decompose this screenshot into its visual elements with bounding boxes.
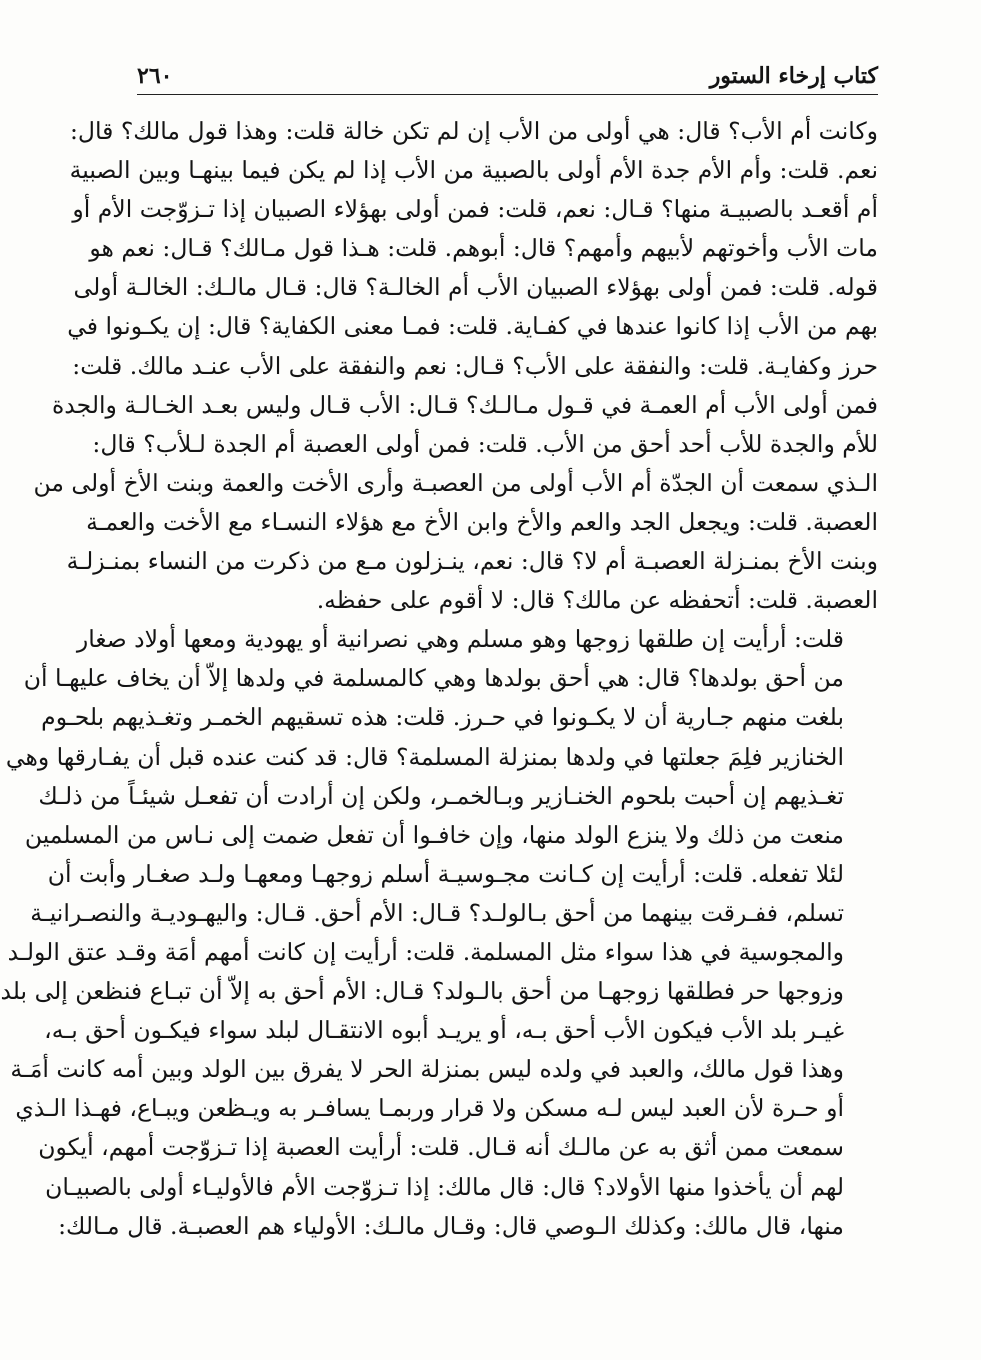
- text-line: نعم. قلت: وأم الأم جدة الأم أولى بالصبية من الأب إذا لم يكن فيما بينهـا وبين الصبية: [69, 156, 878, 185]
- text-line: حرز وكفايـة. قلت: والنفقة على الأب؟ قـال: نعم والنفقة على الأب عنـد مالك. قلت:: [72, 351, 878, 380]
- text-line: الـذي سمعت أن الجدّة أم الأب أولى من العصبـة وأرى الأخت والعمة وبنت الأخ أولى من: [33, 468, 878, 497]
- text-line: فمن أولى الأب أم العمـة في قـول مـالـك؟ قـال: الأب قـال وليس بعـد الخـالـة والجدة: [52, 390, 878, 419]
- text-line: وبنت الأخ بمنـزلة العصبـة أم لا؟ قال: نعم، ينـزلون مـع من ذكرت من النساء بمنـزلـة: [66, 547, 878, 576]
- paragraph-1: [33, 112, 878, 620]
- text-line: سمعت ممن أثق به عن مالـك أنه قـال. قلت: أرأيت العصبة إذا تـزوّجت أمهم، أيكون: [38, 1133, 844, 1162]
- text-line: غيـر بلد الأب فيكون الأب أحق بـه، أو يريـد أبوه الانتقـال لبلد سواء فيكـون أحق بـه،: [44, 1016, 844, 1045]
- text-line: الخنازير فلِمَ جعلتها في ولدها بمنزلة المسلمة؟ قال: قد كنت عنده قبل أن يفـارقها وهي: [5, 742, 844, 771]
- text-line: تغـذيهم إن أحبت بلحوم الخنـازير وبـالخمـر، ولكن إن أرادت أن تفعـل شيئـاً من ذلـك: [38, 781, 844, 810]
- text-line: والمجوسية في هذا سواء مثل المسلمة. قلت: أرأيت إن كانت أمهم أمَة وقـد عتق الولـد: [7, 937, 844, 966]
- text-line: منعت من ذلك ولا ينزع الولد منها، وإن خافـوا أن تفعل ضمت إلى نـاس من المسلمين: [24, 820, 844, 849]
- text-line: قوله. قلت: فمن أولى بهؤلاء الصبيان الأب أم الخالـة؟ قال: قـال مالـك: الخالـة أولى: [73, 273, 878, 302]
- text-line: لهم أن يأخذوا منها الأولاد؟ قال: قال مالك: إذا تـزوّجت الأم فالأوليـاء أولى بالصبيـان: [45, 1172, 844, 1201]
- body-text: [0, 112, 878, 1246]
- text-line: أم أقعـد بالصبيـة منها؟ قـال: نعم، قلت: فمن أولى بهؤلاء الصبيان إذا تـزوّجت الأم أو: [72, 195, 878, 224]
- text-line: مات الأب وأخوتهم لأبيهم وأمهم؟ قال: أبوهم. قلت: هـذا قول مـالك؟ قـال: نعم هو: [89, 234, 878, 263]
- text-line: منها، قال مالك: وكذلك الـوصي قال: وقـال مالـك: الأولياء هم العصبـة. قال مـالك:: [58, 1211, 844, 1240]
- text-line: العصبة. قلت: أتحفظه عن مالك؟ قال: لا أقوم على حفظه.: [316, 586, 878, 615]
- text-line: وكانت أم الأب؟ قال: هي أولى من الأب إن لم تكن خالة قلت: وهذا قول مالك؟ قال:: [69, 117, 878, 145]
- text-line: وزوجها حر فطلقها زوجهـا من أحق بالـولد؟ قـال: الأم أحق به إلاّ أن تبـاع فنظعن إلى بلد: [0, 977, 844, 1006]
- text-line: من أحق بولدها؟ قال: هي أحق بولدها وهي كالمسلمة في ولدها إلاّ أن يخاف عليهـا أن: [23, 664, 844, 693]
- text-line: بهم من الأب إذا كانوا عندها في كفـاية. قلت: فمـا معنى الكفاية؟ قال: إن يكـونوا في: [67, 312, 878, 341]
- text-line: العصبة. قلت: ويجعل الجد والعم والأخ وابن الأخ مع هؤلاء النسـاء مع الأخت والعمـة: [86, 507, 878, 536]
- page-number: ٢٦٠: [137, 63, 173, 89]
- text-line: تسلم، ففـرقت بينهما من أحق بـالولـد؟ قـال: الأم أحق. قـال: واليهـوديـة والنصـرانيـة: [30, 898, 844, 927]
- text-line: للأم والجدة للأب أحد أحق من الأب. قلت: فمن أولى العصبة أم الجدة لـلأب؟ قال:: [92, 429, 878, 458]
- text-line: وهذا قول مالك، والعبد في ولده ليس بمنزلة الحر لا يفرق بين الولد وبين أمه كانت أمَـة: [10, 1055, 844, 1084]
- text-line: قلت: أرأيت إن طلقها زوجها وهو مسلم وهي نصرانية أو يهودية ومعها أولاد صغار: [76, 625, 844, 654]
- paragraph-2: [0, 620, 878, 1246]
- chapter-title: كتاب إرخاء الستور: [709, 63, 878, 89]
- page-header: [137, 53, 878, 89]
- text-line: لئلا تفعله. قلت: أرأيت إن كـانت مجـوسيـة أسلم زوجهـا ومعهـا ولـد صغـار وأبت أن: [47, 859, 844, 888]
- header-rule: [137, 94, 878, 95]
- text-line: أو حـرة لأن العبد ليس لـه مسكن ولا قرار وربمـا يسافـر به ويـظعن ويبـاع، فهـذا الـذي: [15, 1094, 844, 1123]
- text-line: بلغت منهم جـارية أن لا يكـونوا في حـرز. قلت: هذه تسقيهم الخمـر وتغـذيهم بلحـوم: [41, 703, 844, 732]
